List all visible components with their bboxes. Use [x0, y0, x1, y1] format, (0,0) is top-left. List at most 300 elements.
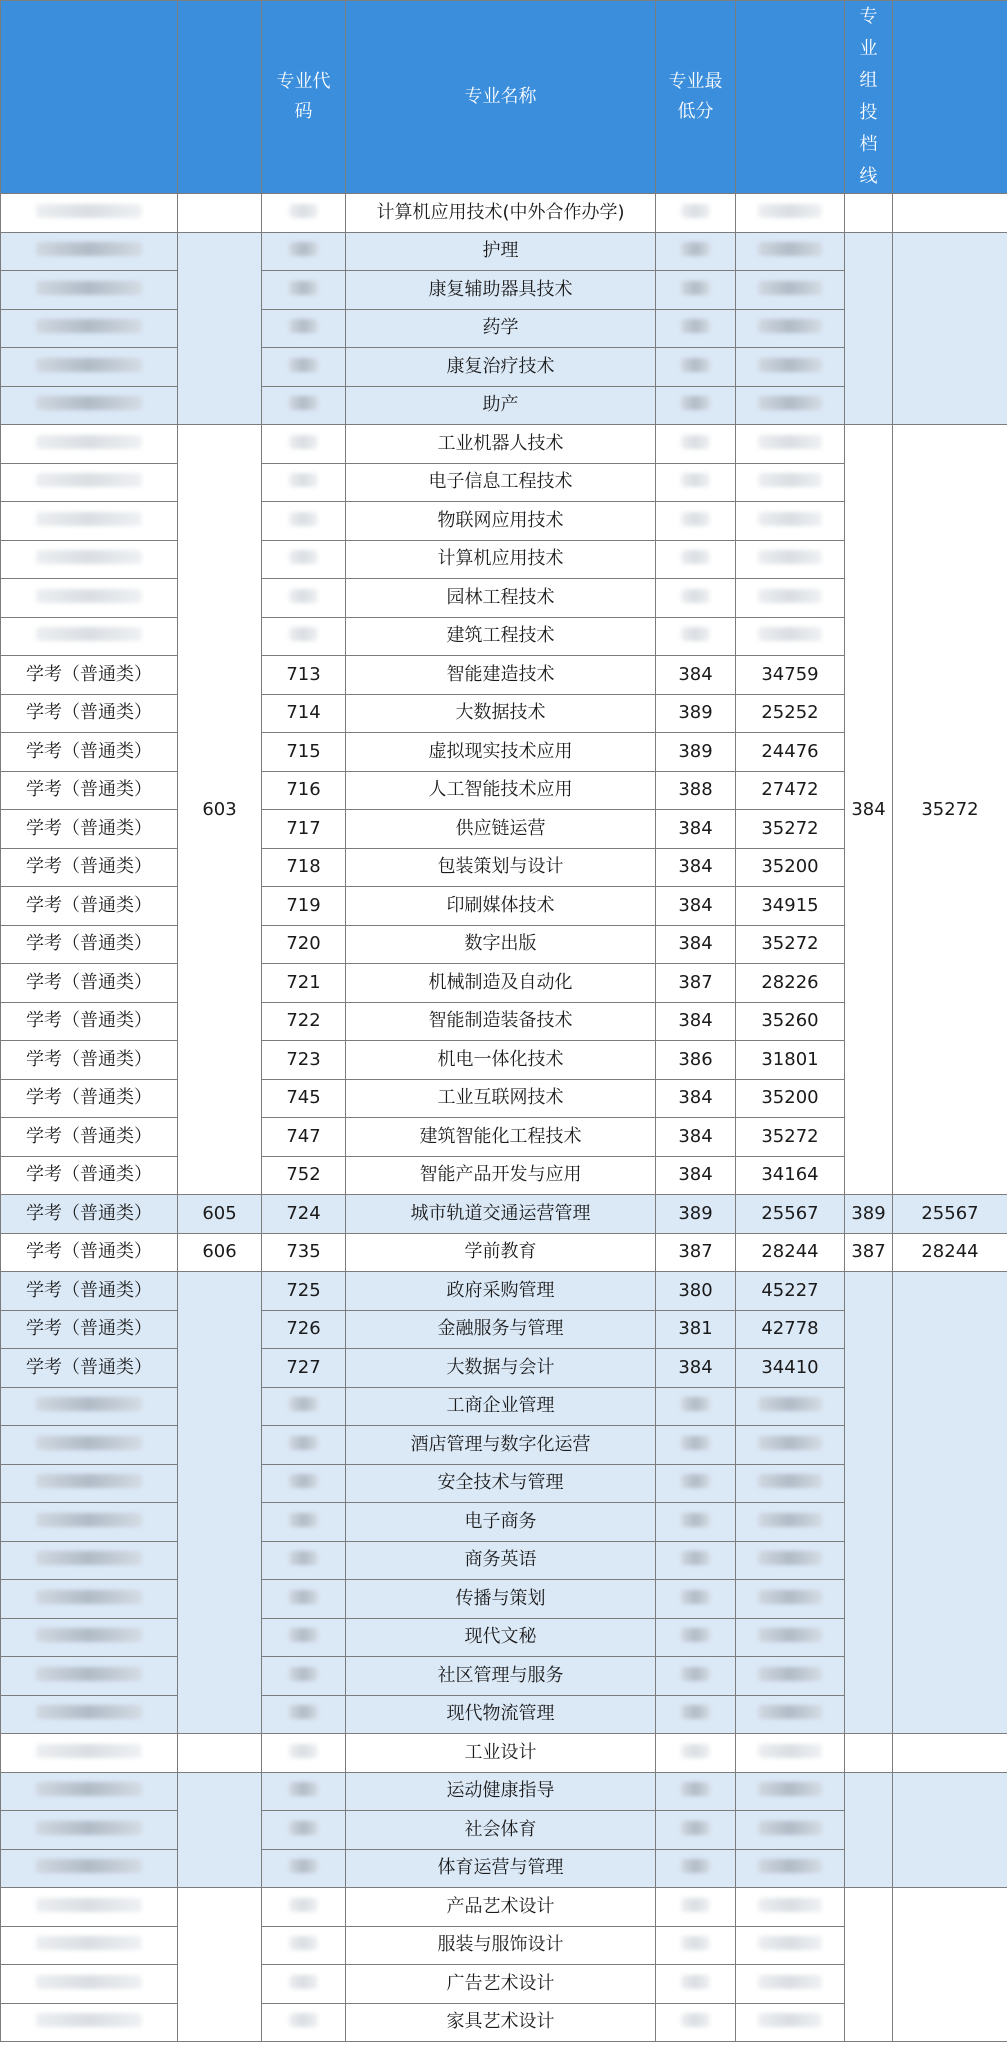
redacted-value [289, 627, 319, 641]
redacted-value [36, 1590, 142, 1604]
cell-major-rank [736, 425, 845, 464]
redacted-value [36, 1859, 142, 1873]
redacted-value [681, 1782, 709, 1796]
cell-major-rank [736, 1734, 845, 1773]
redacted-value [681, 2013, 709, 2027]
cell-major-rank: 28244 [736, 1233, 845, 1272]
cell-major-code [262, 1695, 346, 1734]
redacted-value [36, 1667, 142, 1681]
header-col-6 [736, 1, 845, 194]
redacted-value [681, 358, 709, 372]
cell-major-rank: 35200 [736, 1079, 845, 1118]
cell-major-code [262, 1888, 346, 1927]
header-major-code: 专业代码 [262, 1, 346, 194]
cell-group-code [178, 1888, 262, 2042]
cell-exam-type [1, 617, 178, 656]
redacted-value [36, 1744, 142, 1758]
cell-major-name: 助产 [346, 386, 656, 425]
header-col-8 [893, 1, 1007, 194]
cell-major-min-score [656, 425, 736, 464]
cell-major-rank [736, 2003, 845, 2042]
cell-major-rank [736, 1426, 845, 1465]
redacted-value [36, 512, 142, 526]
redacted-value [758, 396, 823, 410]
cell-exam-type [1, 579, 178, 618]
cell-major-min-score [656, 1965, 736, 2004]
cell-major-rank: 27472 [736, 771, 845, 810]
cell-major-name: 商务英语 [346, 1541, 656, 1580]
cell-major-name: 康复辅助器具技术 [346, 271, 656, 310]
cell-major-rank: 25567 [736, 1195, 845, 1234]
cell-major-rank [736, 1888, 845, 1927]
cell-exam-type: 学考（普通类） [1, 887, 178, 926]
cell-major-code [262, 1772, 346, 1811]
cell-major-name: 康复治疗技术 [346, 348, 656, 387]
cell-major-min-score [656, 1464, 736, 1503]
cell-major-name: 智能建造技术 [346, 656, 656, 695]
cell-group-cutoff: 389 [845, 1195, 893, 1234]
redacted-value [681, 204, 709, 218]
cell-major-rank: 34410 [736, 1349, 845, 1388]
redacted-value [36, 435, 142, 449]
redacted-value [289, 1782, 319, 1796]
redacted-value [36, 1821, 142, 1835]
redacted-value [681, 1705, 709, 1719]
cell-major-name: 大数据技术 [346, 694, 656, 733]
cell-major-name: 传播与策划 [346, 1580, 656, 1619]
table-row [1, 1233, 1007, 1272]
cell-major-name: 人工智能技术应用 [346, 771, 656, 810]
cell-major-rank: 35272 [736, 810, 845, 849]
cell-major-code [262, 348, 346, 387]
redacted-value [758, 1705, 823, 1719]
cell-major-rank: 35272 [736, 1118, 845, 1157]
cell-major-rank [736, 1541, 845, 1580]
cell-major-code: 717 [262, 810, 346, 849]
cell-major-code: 747 [262, 1118, 346, 1157]
redacted-value [758, 204, 823, 218]
cell-exam-type: 学考（普通类） [1, 1310, 178, 1349]
cell-group-code [178, 1734, 262, 1773]
table-row [1, 425, 1007, 464]
cell-major-code [262, 540, 346, 579]
cell-major-code: 720 [262, 925, 346, 964]
redacted-value [681, 512, 709, 526]
cell-major-min-score [656, 463, 736, 502]
cell-major-rank [736, 1618, 845, 1657]
cell-major-name: 机械制造及自动化 [346, 964, 656, 1003]
redacted-value [289, 1551, 319, 1565]
cell-major-code [262, 1580, 346, 1619]
redacted-value [681, 1821, 709, 1835]
redacted-value [36, 1898, 142, 1912]
redacted-value [681, 627, 709, 641]
cell-major-min-score [656, 1541, 736, 1580]
header-major-min-score: 专业最低分 [656, 1, 736, 194]
table-row [1, 194, 1007, 233]
redacted-value [36, 1397, 142, 1411]
header-col-2 [178, 1, 262, 194]
cell-major-min-score [656, 540, 736, 579]
cell-major-name: 电子商务 [346, 1503, 656, 1542]
redacted-value [758, 319, 823, 333]
cell-major-rank [736, 463, 845, 502]
redacted-value [758, 1590, 823, 1604]
cell-major-min-score [656, 1695, 736, 1734]
cell-group-code: 606 [178, 1233, 262, 1272]
cell-exam-type: 学考（普通类） [1, 656, 178, 695]
redacted-value [681, 589, 709, 603]
cell-major-min-score: 384 [656, 810, 736, 849]
redacted-value [36, 1782, 142, 1796]
redacted-value [289, 1397, 319, 1411]
redacted-value [36, 1436, 142, 1450]
cell-group-code [178, 1772, 262, 1888]
cell-major-code: 752 [262, 1156, 346, 1195]
cell-major-name: 计算机应用技术 [346, 540, 656, 579]
redacted-value [758, 1936, 823, 1950]
cell-exam-type: 学考（普通类） [1, 1041, 178, 1080]
cell-group-cutoff [845, 1888, 893, 2042]
cell-major-min-score: 387 [656, 1233, 736, 1272]
cell-exam-type: 学考（普通类） [1, 848, 178, 887]
cell-major-code: 735 [262, 1233, 346, 1272]
cell-major-name: 物联网应用技术 [346, 502, 656, 541]
cell-major-rank [736, 1965, 845, 2004]
cell-major-min-score: 384 [656, 848, 736, 887]
cell-exam-type: 学考（普通类） [1, 1349, 178, 1388]
cell-major-code [262, 1926, 346, 1965]
cell-exam-type [1, 1695, 178, 1734]
cell-major-code [262, 502, 346, 541]
header-major-name: 专业名称 [346, 1, 656, 194]
cell-major-min-score: 384 [656, 1349, 736, 1388]
cell-group-cutoff: 384 [845, 425, 893, 1195]
cell-major-min-score: 384 [656, 1002, 736, 1041]
cell-exam-type [1, 1618, 178, 1657]
redacted-value [36, 2013, 142, 2027]
cell-exam-type [1, 271, 178, 310]
cell-major-name: 大数据与会计 [346, 1349, 656, 1388]
cell-major-name: 智能制造装备技术 [346, 1002, 656, 1041]
cell-group-rank [893, 1888, 1007, 2042]
cell-exam-type [1, 1888, 178, 1927]
cell-major-min-score: 389 [656, 694, 736, 733]
cell-major-name: 药学 [346, 309, 656, 348]
cell-group-cutoff [845, 232, 893, 425]
cell-exam-type [1, 463, 178, 502]
cell-exam-type [1, 540, 178, 579]
cell-major-min-score [656, 1426, 736, 1465]
redacted-value [36, 550, 142, 564]
redacted-value [289, 435, 319, 449]
cell-exam-type [1, 194, 178, 233]
cell-exam-type [1, 1965, 178, 2004]
redacted-value [681, 396, 709, 410]
cell-major-code [262, 1426, 346, 1465]
cell-major-name: 供应链运营 [346, 810, 656, 849]
redacted-value [681, 1397, 709, 1411]
cell-major-rank [736, 502, 845, 541]
cell-major-min-score [656, 194, 736, 233]
cell-major-name: 广告艺术设计 [346, 1965, 656, 2004]
cell-major-code [262, 271, 346, 310]
cell-major-code: 721 [262, 964, 346, 1003]
redacted-value [681, 1744, 709, 1758]
redacted-value [289, 1474, 319, 1488]
redacted-value [758, 2013, 823, 2027]
cell-exam-type: 学考（普通类） [1, 733, 178, 772]
cell-major-name: 建筑智能化工程技术 [346, 1118, 656, 1157]
redacted-value [681, 1628, 709, 1642]
cell-exam-type: 学考（普通类） [1, 1195, 178, 1234]
cell-major-rank [736, 348, 845, 387]
cell-major-rank: 35260 [736, 1002, 845, 1041]
cell-major-rank [736, 1657, 845, 1696]
redacted-value [289, 1744, 319, 1758]
redacted-value [289, 2013, 319, 2027]
cell-major-rank [736, 1772, 845, 1811]
cell-major-name: 印刷媒体技术 [346, 887, 656, 926]
cell-major-rank: 35272 [736, 925, 845, 964]
redacted-value [36, 589, 142, 603]
cell-major-name: 金融服务与管理 [346, 1310, 656, 1349]
cell-exam-type [1, 309, 178, 348]
cell-major-name: 服装与服饰设计 [346, 1926, 656, 1965]
cell-major-name: 计算机应用技术(中外合作办学) [346, 194, 656, 233]
cell-group-code [178, 232, 262, 425]
cell-major-min-score [656, 2003, 736, 2042]
redacted-value [36, 1628, 142, 1642]
cell-major-rank: 34759 [736, 656, 845, 695]
redacted-value [289, 1975, 319, 1989]
table-body [1, 194, 1007, 2042]
cell-major-code: 727 [262, 1349, 346, 1388]
cell-major-min-score [656, 1503, 736, 1542]
cell-major-name: 城市轨道交通运营管理 [346, 1195, 656, 1234]
cell-major-code [262, 617, 346, 656]
cell-major-name: 社会体育 [346, 1811, 656, 1850]
cell-major-code [262, 1503, 346, 1542]
cell-exam-type [1, 2003, 178, 2042]
cell-major-min-score: 384 [656, 887, 736, 926]
cell-group-rank [893, 232, 1007, 425]
cell-major-min-score: 384 [656, 925, 736, 964]
cell-major-min-score: 387 [656, 964, 736, 1003]
cell-major-rank [736, 579, 845, 618]
cell-exam-type [1, 1426, 178, 1465]
table-row [1, 1888, 1007, 1927]
cell-major-name: 体育运营与管理 [346, 1849, 656, 1888]
cell-group-rank [893, 194, 1007, 233]
cell-major-name: 工商企业管理 [346, 1387, 656, 1426]
cell-major-min-score: 389 [656, 1195, 736, 1234]
table-row [1, 1772, 1007, 1811]
redacted-value [36, 1936, 142, 1950]
redacted-value [289, 1667, 319, 1681]
cell-major-rank [736, 1811, 845, 1850]
cell-major-name: 学前教育 [346, 1233, 656, 1272]
table-row [1, 1272, 1007, 1311]
redacted-value [36, 473, 142, 487]
cell-major-name: 运动健康指导 [346, 1772, 656, 1811]
cell-exam-type [1, 1926, 178, 1965]
cell-exam-type: 学考（普通类） [1, 810, 178, 849]
cell-major-rank [736, 1503, 845, 1542]
cell-major-rank [736, 1849, 845, 1888]
cell-group-rank: 25567 [893, 1195, 1007, 1234]
cell-major-code [262, 1618, 346, 1657]
redacted-value [36, 1975, 142, 1989]
redacted-value [36, 204, 142, 218]
header-col-1 [1, 1, 178, 194]
redacted-value [289, 1628, 319, 1642]
redacted-value [681, 1667, 709, 1681]
cell-major-code [262, 425, 346, 464]
cell-major-rank [736, 194, 845, 233]
cell-major-rank: 45227 [736, 1272, 845, 1311]
cell-group-cutoff [845, 194, 893, 233]
cell-major-code: 745 [262, 1079, 346, 1118]
table-header-row [1, 1, 1007, 194]
cell-major-code [262, 194, 346, 233]
cell-major-rank [736, 309, 845, 348]
cell-major-min-score [656, 1772, 736, 1811]
cell-major-rank: 28226 [736, 964, 845, 1003]
cell-major-name: 酒店管理与数字化运营 [346, 1426, 656, 1465]
cell-major-min-score [656, 502, 736, 541]
cell-major-name: 现代文秘 [346, 1618, 656, 1657]
redacted-value [289, 281, 319, 295]
redacted-value [758, 589, 823, 603]
redacted-value [758, 1898, 823, 1912]
cell-major-code [262, 1657, 346, 1696]
cell-group-rank [893, 1734, 1007, 1773]
cell-exam-type [1, 1580, 178, 1619]
redacted-value [758, 627, 823, 641]
cell-major-name: 家具艺术设计 [346, 2003, 656, 2042]
cell-exam-type: 学考（普通类） [1, 964, 178, 1003]
cell-major-name: 社区管理与服务 [346, 1657, 656, 1696]
cell-major-rank [736, 1580, 845, 1619]
redacted-value [681, 242, 709, 256]
redacted-value [681, 435, 709, 449]
cell-group-code: 603 [178, 425, 262, 1195]
redacted-value [36, 358, 142, 372]
redacted-value [681, 1898, 709, 1912]
redacted-value [36, 1551, 142, 1565]
cell-major-min-score [656, 309, 736, 348]
redacted-value [758, 1436, 823, 1450]
cell-major-min-score: 384 [656, 1079, 736, 1118]
redacted-value [289, 1705, 319, 1719]
cell-exam-type [1, 1541, 178, 1580]
cell-major-rank [736, 1926, 845, 1965]
cell-major-name: 数字出版 [346, 925, 656, 964]
cell-exam-type: 学考（普通类） [1, 925, 178, 964]
redacted-value [289, 512, 319, 526]
cell-exam-type [1, 1811, 178, 1850]
redacted-value [758, 281, 823, 295]
redacted-value [758, 358, 823, 372]
cell-exam-type [1, 232, 178, 271]
cell-exam-type [1, 1657, 178, 1696]
redacted-value [681, 281, 709, 295]
cell-major-min-score [656, 271, 736, 310]
cell-major-min-score [656, 1580, 736, 1619]
cell-major-min-score: 384 [656, 1156, 736, 1195]
cell-major-name: 电子信息工程技术 [346, 463, 656, 502]
redacted-value [289, 1821, 319, 1835]
redacted-value [289, 396, 319, 410]
cell-group-cutoff [845, 1272, 893, 1734]
redacted-value [36, 627, 142, 641]
cell-major-name: 安全技术与管理 [346, 1464, 656, 1503]
redacted-value [289, 319, 319, 333]
cell-exam-type: 学考（普通类） [1, 1233, 178, 1272]
cell-group-rank: 28244 [893, 1233, 1007, 1272]
cell-major-code [262, 1387, 346, 1426]
cell-major-rank [736, 1464, 845, 1503]
cell-exam-type [1, 1772, 178, 1811]
redacted-value [681, 1551, 709, 1565]
cell-exam-type [1, 1734, 178, 1773]
cell-major-rank [736, 386, 845, 425]
redacted-value [758, 1975, 823, 1989]
cell-major-min-score [656, 617, 736, 656]
cell-exam-type: 学考（普通类） [1, 1156, 178, 1195]
cell-major-code [262, 232, 346, 271]
cell-major-min-score [656, 232, 736, 271]
redacted-value [758, 1474, 823, 1488]
cell-major-code [262, 1734, 346, 1773]
cell-major-name: 现代物流管理 [346, 1695, 656, 1734]
cell-major-name: 包装策划与设计 [346, 848, 656, 887]
cell-group-rank [893, 1272, 1007, 1734]
cell-major-code: 722 [262, 1002, 346, 1041]
redacted-value [289, 1936, 319, 1950]
cell-exam-type [1, 502, 178, 541]
cell-major-name: 工业互联网技术 [346, 1079, 656, 1118]
cell-major-min-score: 381 [656, 1310, 736, 1349]
redacted-value [681, 1859, 709, 1873]
cell-major-code [262, 309, 346, 348]
cell-group-cutoff [845, 1772, 893, 1888]
redacted-value [289, 473, 319, 487]
cell-major-code: 715 [262, 733, 346, 772]
cell-exam-type [1, 1464, 178, 1503]
cell-major-min-score: 386 [656, 1041, 736, 1080]
cell-exam-type [1, 1849, 178, 1888]
cell-group-code: 605 [178, 1195, 262, 1234]
cell-major-min-score [656, 1811, 736, 1850]
cell-major-code: 723 [262, 1041, 346, 1080]
redacted-value [681, 319, 709, 333]
cell-exam-type [1, 348, 178, 387]
redacted-value [758, 1628, 823, 1642]
cell-major-rank: 25252 [736, 694, 845, 733]
cell-major-name: 工业机器人技术 [346, 425, 656, 464]
cell-major-min-score [656, 1926, 736, 1965]
cell-exam-type: 学考（普通类） [1, 771, 178, 810]
cell-major-name: 护理 [346, 232, 656, 271]
table-row [1, 1734, 1007, 1773]
cell-major-code [262, 463, 346, 502]
redacted-value [758, 435, 823, 449]
redacted-value [289, 1436, 319, 1450]
redacted-value [758, 473, 823, 487]
cell-major-rank: 35200 [736, 848, 845, 887]
